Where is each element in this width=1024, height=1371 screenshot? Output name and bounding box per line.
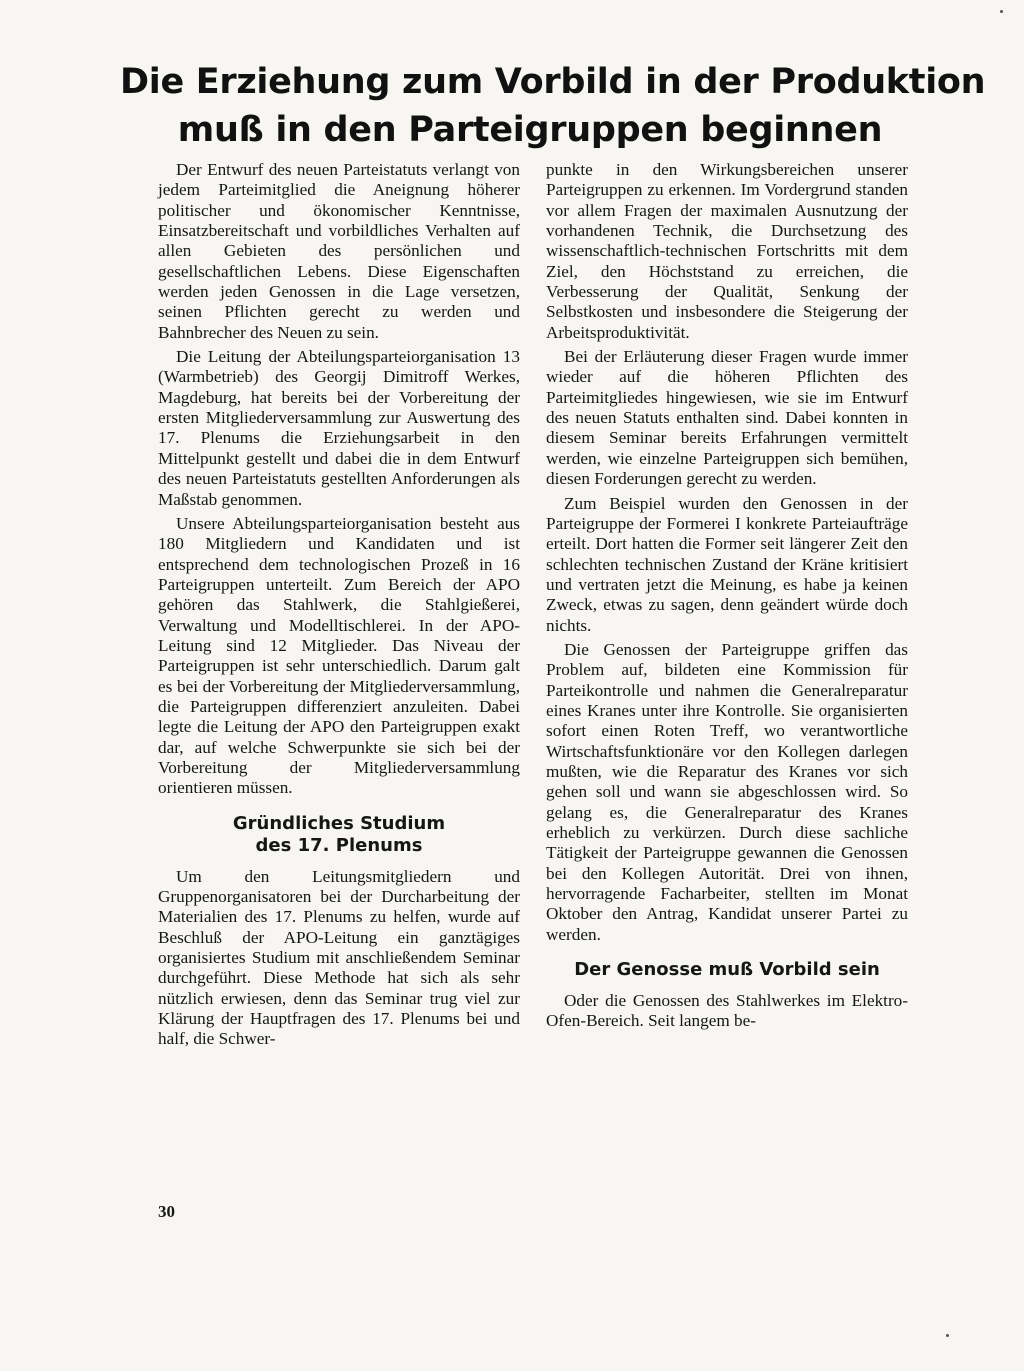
title-line-2: muß in den Parteigruppen beginnen <box>177 110 883 150</box>
page-number: 30 <box>158 1202 175 1221</box>
paragraph: punkte in den Wirkungsbereichen unserer Parteigruppen zu erkennen. Im Vordergrund standen vor allem Fragen der maximalen Ausnutzung der vorhandenen Technik, die Durchsetzung des wissenschaftlich-technischen Fortschritts mit dem Ziel, den Höchststand zu erreichen, die Verbesserung der Qualität, Senkung der Selbstkosten und insbesondere die Steigerung der Arbeitsproduktivität. <box>546 160 908 342</box>
section-heading-line: Gründliches Studium <box>232 812 446 834</box>
print-speck <box>946 1334 949 1337</box>
section-heading-studium <box>158 813 520 857</box>
paragraph: Zum Beispiel wurden den Genossen in der Parteigruppe der Formerei I konkrete Parteiaufträge erteilt. Dort hatten die Former seit längerer Zeit den schlechten technischen Zustand der Kräne kritisiert und vertraten jetzt die Meinung, es habe ja keinen Zweck, etwas zu sagen, denn geändert würde doch nichts. <box>546 493 908 635</box>
paragraph: Die Genossen der Parteigruppe griffen das Problem auf, bildeten eine Kommission für Parteikontrolle und nahmen die Generalreparatur eines Kranes unter ihre Kontrolle. Sie organisierten sofort einen Roten Treff, wo verantwortliche Wirtschaftsfunktionäre vor den Kollegen darlegen mußten, wie die Reparatur des Kranes vor sich gehen soll und wann sie abgeschlossen wird. So gelang es, die Generalreparatur des Kranes erheblich zu verkürzen. Durch diese sachliche Tätigkeit der Parteigruppe gewannen die Genossen bei den Kollegen Autorität. Drei von ihnen, hervorragende Facharbeiter, stellten im Monat Oktober den Antrag, Kandidat unserer Partei zu werden. <box>546 639 908 944</box>
section-heading-vorbild: Der Genosse muß Vorbild sein <box>574 959 880 981</box>
left-column <box>158 160 520 1054</box>
paragraph: Bei der Erläuterung dieser Fragen wurde immer wieder auf die höheren Pflichten des Parteimitgliedes hingewiesen, wie sie im Entwurf des neuen Statuts enthalten sind. Dabei konnten in diesem Seminar bereits Erfahrungen vermittelt werden, wie einzelne Parteigruppen sich bemühen, diesen Forderungen gerecht zu werden. <box>546 347 908 489</box>
paragraph: Der Entwurf des neuen Parteistatuts verlangt von jedem Parteimitglied die Aneignung höherer politischer und ökonomischer Kenntnisse, Einsatzbereitschaft und vorbildliches Verhalten auf allen Gebieten des persönlichen und gesellschaftlichen Lebens. Diese Eigenschaften werden jeden Genossen in die Lage versetzen, seinen Pflichten gerecht zu werden und Bahnbrecher des Neuen zu sein. <box>158 160 520 342</box>
paragraph: Unsere Abteilungsparteiorganisation besteht aus 180 Mitgliedern und Kandidaten und ist entsprechend dem technologischen Prozeß in 16 Parteigruppen unterteilt. Zum Bereich der APO gehören das Stahlwerk, die Stahlgießerei, Verwaltung und Modelltischlerei. In der APO-Leitung sind 12 Mitglieder. Das Niveau der Parteigruppen ist sehr unterschiedlich. Darum galt es bei der Vorbereitung der Mitgliederversammlung, die Parteigruppen differenziert anzuleiten. Dabei legte die Leitung der APO den Parteigruppen exakt dar, auf welche Schwerpunkte sie sich bei der Vorbereitung der Mitgliederversammlung orientieren müssen. <box>158 513 520 798</box>
paragraph: Oder die Genossen des Stahlwerkes im Elektro-Ofen-Bereich. Seit langem be- <box>546 991 908 1031</box>
page-title <box>120 58 986 154</box>
print-speck <box>1000 10 1003 13</box>
title-line-1: Die Erziehung zum Vorbild in der Produktion <box>120 62 986 102</box>
paragraph: Um den Leitungsmitgliedern und Gruppenorganisatoren bei der Durcharbeitung der Materialien des 17. Plenums zu helfen, wurde auf Beschluß der APO-Leitung ein ganztägiges organisiertes Studium mit anschließendem Seminar durchgeführt. Diese Methode hat sich als sehr nützlich erwiesen, denn das Seminar trug viel zur Klärung der Hauptfragen des 17. Plenums bei und half, die Schwer- <box>158 866 520 1049</box>
right-column <box>546 160 908 1036</box>
section-heading-line: des 17. Plenums <box>255 834 423 856</box>
paragraph: Die Leitung der Abteilungsparteiorganisation 13 (Warmbetrieb) des Georgij Dimitroff Werkes, Magdeburg, hat bereits bei der Vorbereitung der ersten Mitgliederversammlung zur Auswertung des 17. Plenums die Erziehungsarbeit in den Mittelpunkt gestellt und dabei die in dem Entwurf des neuen Parteistatuts gestellten Anforderungen als Maßstab genommen. <box>158 347 520 509</box>
